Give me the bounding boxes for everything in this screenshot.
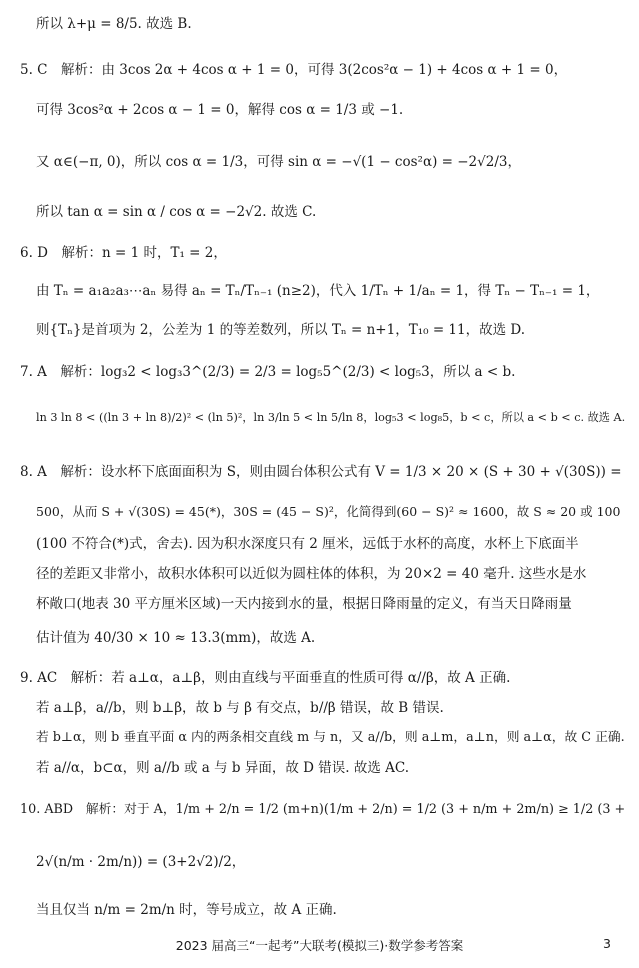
text-line: 9. AC 解析：若 a⊥α，a⊥β，则由直线与平面垂直的性质可得 α//β，故 A 正确. bbox=[20, 670, 511, 686]
text-line: ln 3 ln 8 < ((ln 3 + ln 8)/2)² < (ln 5)²，ln 3/ln 5 < ln 5/ln 8，log₅3 < log₈5，b < c，所以 a < b < c. 故选 A. bbox=[36, 411, 626, 424]
text-line: 500，从而 S + √(30S) = 45(*)，30S = (45 − S)²，化简得到(60 − S)² ≈ 1600，故 S ≈ 20 或 100 bbox=[36, 504, 621, 519]
text-line: 7. A 解析：log₃2 < log₃3^(2/3) = 2/3 = log₅5^(2/3) < log₅3，所以 a < b. bbox=[20, 364, 516, 380]
text-line: 当且仅当 n/m = 2m/n 时，等号成立，故 A 正确. bbox=[36, 902, 337, 918]
text-line: (100 不符合(*)式，舍去). 因为积水深度只有 2 厘米，远低于水杯的高度，水杯上下底面半 bbox=[36, 536, 579, 552]
text-line: 可得 3cos²α + 2cos α − 1 = 0，解得 cos α = 1/3 或 −1. bbox=[36, 102, 404, 118]
text-line: 6. D 解析：n = 1 时，T₁ = 2， bbox=[20, 245, 227, 261]
text-line: 2√(n/m · 2m/n)) = (3+2√2)/2， bbox=[36, 854, 246, 870]
page-number: 3 bbox=[603, 936, 611, 951]
text-line: 杯敞口(地表 30 平方厘米区域)一天内接到水的量，根据日降雨量的定义，有当天日降雨量 bbox=[36, 596, 572, 612]
text-line: 估计值为 40/30 × 10 ≈ 13.3(mm)，故选 A. bbox=[36, 630, 316, 646]
text-line: 若 b⊥α，则 b 垂直平面 α 内的两条相交直线 m 与 n，又 a//b，则 a⊥m，a⊥n，则 a⊥α，故 C 正确. bbox=[36, 730, 625, 745]
text-line: 又 α∈(−π, 0)，所以 cos α = 1/3，可得 sin α = −√(1 − cos²α) = −2√2/3， bbox=[36, 154, 521, 170]
text-line: 所以 tan α = sin α / cos α = −2√2. 故选 C. bbox=[36, 204, 317, 220]
text-line: 径的差距又非常小，故积水体积可以近似为圆柱体的体积，为 20×2 = 40 毫升. 这些水是水 bbox=[36, 566, 587, 582]
text-line: 由 Tₙ = a₁a₂a₃⋯aₙ 易得 aₙ = Tₙ/Tₙ₋₁ (n≥2)，代入 1/Tₙ + 1/aₙ = 1，得 Tₙ − Tₙ₋₁ = 1， bbox=[36, 283, 600, 299]
text-line: 5. C 解析：由 3cos 2α + 4cos α + 1 = 0，可得 3(2cos²α − 1) + 4cos α + 1 = 0， bbox=[20, 62, 568, 78]
text-line: 10. ABD 解析：对于 A，1/m + 2/n = 1/2 (m+n)(1/m + 2/n) = 1/2 (3 + n/m + 2m/n) ≥ 1/2 (3 + bbox=[20, 802, 626, 817]
text-line: 若 a⊥β，a//b，则 b⊥β，故 b 与 β 有交点，b//β 错误，故 B 错误. bbox=[36, 700, 444, 716]
page-footer: 2023 届高三“一起考”大联考(模拟三)·数学参考答案 bbox=[175, 938, 464, 953]
text-line: 所以 λ+μ = 8/5. 故选 B. bbox=[36, 16, 192, 32]
text-line: 则{Tₙ}是首项为 2，公差为 1 的等差数列，所以 Tₙ = n+1，T₁₀ = 11，故选 D. bbox=[36, 322, 526, 338]
text-line: 8. A 解析：设水杯下底面面积为 S，则由圆台体积公式有 V = 1/3 × 20 × (S + 30 + √(30S)) = bbox=[20, 464, 622, 480]
text-line: 若 a//α，b⊂α，则 a//b 或 a 与 b 异面，故 D 错误. 故选 AC. bbox=[36, 760, 410, 776]
